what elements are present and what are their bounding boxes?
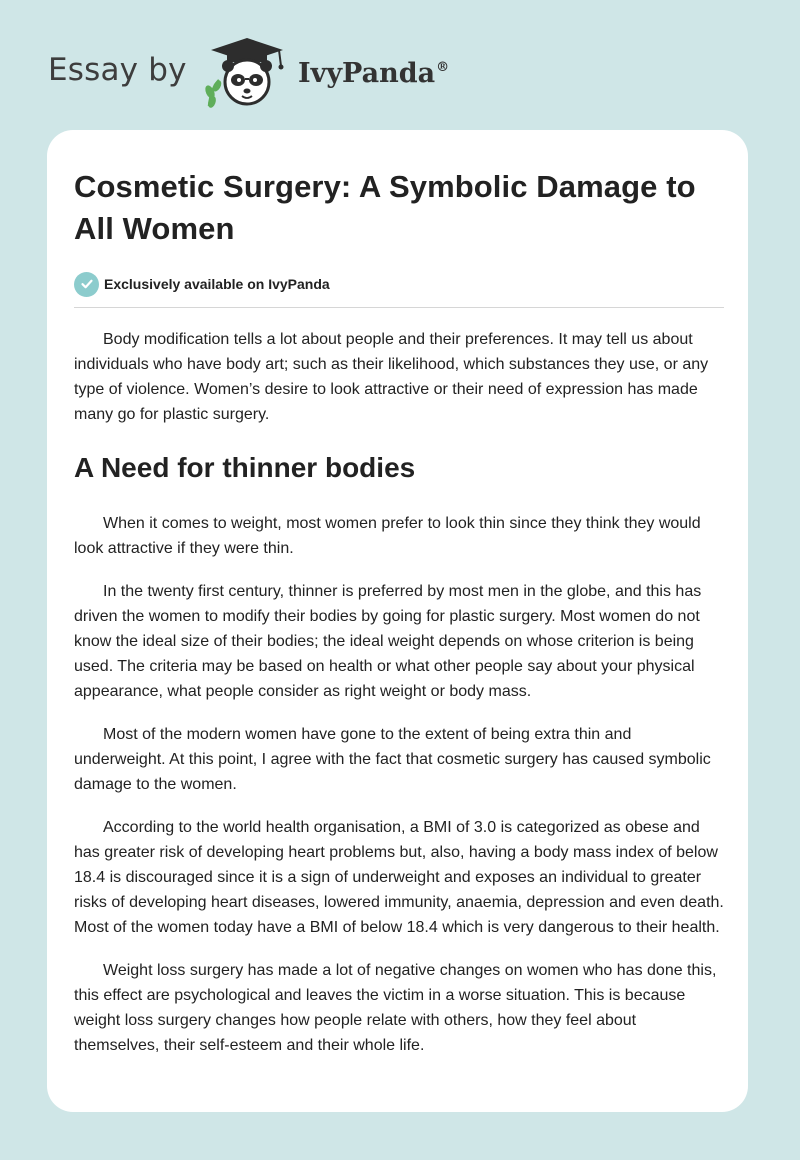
body-paragraph: According to the world health organisation, a BMI of 3.0 is categorized as obese and has greater risk of developing heart problems but, also, having a body mass index of below 18.4 is discouraged since it is a sign of underweight and exposes an individual to greater risks of developing heart diseases, lowered immunity, anaemia, depression and even death. Most of the women today have a BMI of below 18.4 which is very dangerous to their health.: [74, 819, 724, 936]
registered-mark: ®: [436, 60, 450, 75]
site-header: [48, 36, 548, 112]
essay-content: [74, 166, 724, 1058]
section-heading: A Need for thinner bodies: [74, 452, 416, 483]
body-paragraph: When it comes to weight, most women prefer to look thin since they think they would look attractive if they were thin.: [74, 515, 701, 557]
body-paragraph: Most of the modern women have gone to the extent of being extra thin and underweight. At this point, I agree with the fact that cosmetic surgery has caused symbolic damage to the women.: [74, 726, 711, 793]
brand-text: IvyPanda: [298, 58, 436, 89]
panda-graduate-logo-icon[interactable]: [201, 36, 293, 110]
intro-paragraph: Body modification tells a lot about people and their preferences. It may tell us about individuals who have body art; such as their likelihood, which substances they use, or any type of violence. Women’s desire to look attractive or their need of expression has made many go for plastic surgery.: [74, 331, 709, 423]
exclusive-badge-label: Exclusively available on IvyPanda: [104, 276, 330, 292]
page-title: Cosmetic Surgery: A Symbolic Damage to All Women: [74, 169, 696, 246]
body-paragraph: Weight loss surgery has made a lot of negative changes on women who has done this, this effect are psychological and leaves the victim in a worse situation. This is because weight loss surgery changes how people relate with others, how they feel about themselves, their self-esteem and their whole life.: [74, 962, 717, 1054]
essay-card: [47, 130, 748, 1112]
check-circle-icon: [74, 272, 99, 297]
essay-by-label: Essay by: [48, 52, 187, 88]
divider: [74, 307, 724, 308]
exclusive-badge: [74, 271, 724, 297]
brand-name[interactable]: [298, 58, 449, 89]
body-paragraph: In the twenty first century, thinner is preferred by most men in the globe, and this has driven the women to modify their bodies by going for plastic surgery. Most women do not know the ideal size of their bodies; the ideal weight depends on whose criterion is being used. The criteria may be based on health or what other people say about your physical appearance, what people consider as right weight or body mass.: [74, 583, 702, 700]
